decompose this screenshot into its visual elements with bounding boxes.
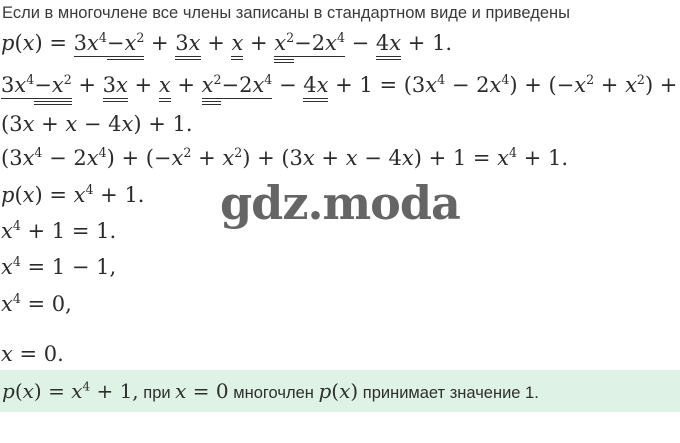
math-line-result-x: x = 0.	[1, 342, 64, 366]
math-line-p-of-x: $p(x) = x^4 + 1$.	[1, 182, 145, 207]
math-line-equation-1: $x^4 + 1 = 1$.	[1, 218, 117, 243]
math-line-equation-3: $x^4 = 0$,	[1, 291, 72, 316]
math-line-simplified: $(3x^4 - 2x^4) + (-x^2 + x^2) + (3x + x - 4x) + 1 = x^4 + 1$.	[1, 145, 568, 170]
math-line-underlined-polynomial: $p(x) = 3x^4-x^2 + 3x + x + x^2-2x^4 - 4x + 1$.	[1, 31, 452, 63]
conclusion-highlight	[0, 370, 680, 412]
math-line-grouping-end: (3x + x − 4x) + 1.	[1, 112, 193, 136]
conclusion-text: $p(x) = x^4 + 1$, при x = 0 многочлен p(x) принимает значение 1.	[2, 379, 539, 403]
watermark: gdz.moda	[220, 176, 460, 230]
math-line-grouping-start: $3x^4-x^2 + 3x + x + x^2-2x^4 - 4x + 1 = (3x^4 - 2x^4) + (-x^2 + x^2)$ +	[1, 73, 677, 105]
math-line-equation-2: $x^4 = 1 - 1$,	[1, 254, 117, 279]
intro-text: Если в многочлене все члены записаны в стандартном виде и приведены	[2, 4, 570, 22]
